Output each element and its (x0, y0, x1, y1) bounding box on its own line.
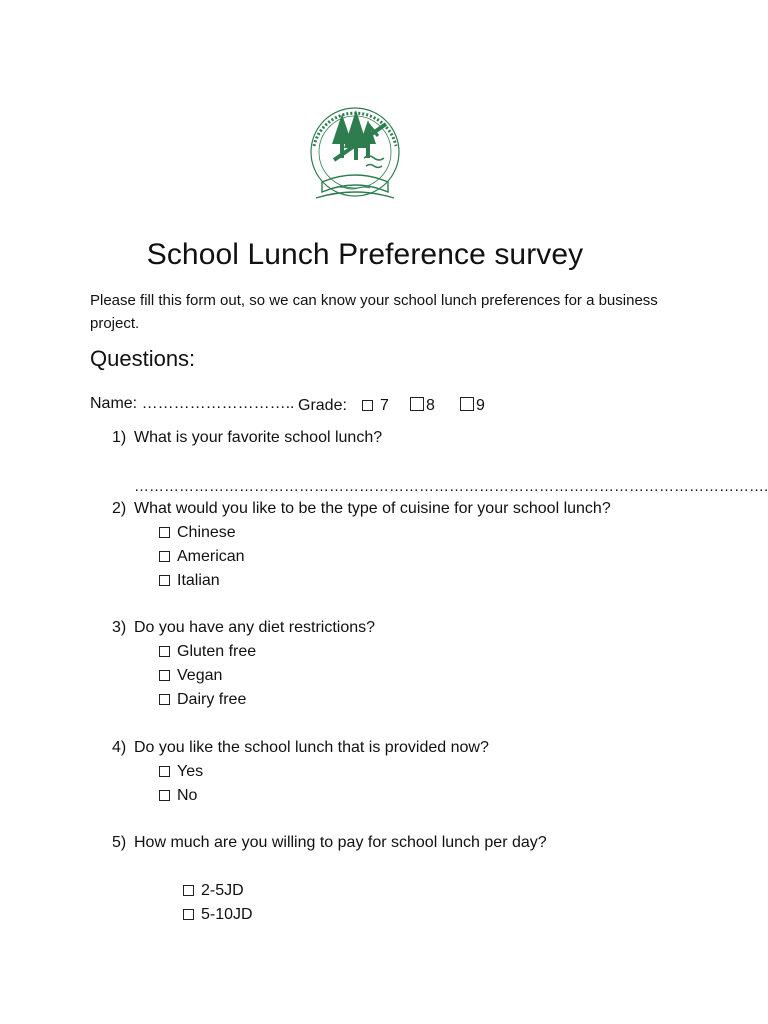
grade-label: Grade: (298, 397, 347, 414)
option-label: Dairy free (177, 691, 247, 708)
name-field[interactable] (90, 395, 294, 413)
question-1 (112, 429, 382, 447)
option-gluten-free[interactable] (159, 643, 256, 661)
option-label: Vegan (177, 667, 223, 684)
grade-label-9: 9 (476, 397, 485, 414)
checkbox-icon[interactable] (159, 646, 170, 657)
checkbox-icon[interactable] (183, 885, 194, 896)
option-dairy-free[interactable] (159, 691, 246, 709)
checkbox-icon[interactable] (159, 790, 170, 801)
option-label: Italian (177, 572, 220, 589)
question-text: What would you like to be the type of cuisine for your school lunch? (134, 500, 611, 517)
checkbox-icon[interactable] (460, 397, 474, 411)
grade-option-7[interactable] (362, 397, 389, 415)
option-chinese[interactable] (159, 524, 236, 542)
question-number: 3) (112, 619, 127, 636)
question-text: How much are you willing to pay for school lunch per day? (134, 834, 547, 851)
grade-label-7: 7 (380, 397, 389, 414)
checkbox-icon[interactable] (362, 400, 373, 411)
grade-label-8: 8 (426, 397, 435, 414)
option-label: 2-5JD (201, 882, 244, 899)
question-text: Do you like the school lunch that is provided now? (134, 739, 489, 756)
grade-option-8[interactable] (410, 397, 435, 415)
question-number: 4) (112, 739, 127, 756)
intro-text: Please fill this form out, so we can know your school lunch preferences for a business project. (90, 292, 658, 332)
school-logo (304, 100, 406, 212)
option-label: 5-10JD (201, 906, 253, 923)
question-2 (112, 500, 611, 518)
checkbox-icon[interactable] (159, 551, 170, 562)
option-italian[interactable] (159, 572, 220, 590)
checkbox-icon[interactable] (159, 694, 170, 705)
option-label: No (177, 787, 198, 804)
option-yes[interactable] (159, 763, 203, 781)
question-number: 2) (112, 500, 127, 517)
page-title: School Lunch Preference survey (146, 238, 584, 271)
checkbox-icon[interactable] (410, 397, 424, 411)
option-label: Yes (177, 763, 204, 780)
option-vegan[interactable] (159, 667, 222, 685)
question-5 (112, 834, 547, 852)
name-label: Name: ……………………….. (90, 395, 295, 412)
option-label: Chinese (177, 524, 236, 541)
question-number: 5) (112, 834, 127, 851)
option-label: American (177, 548, 245, 565)
option-american[interactable] (159, 548, 245, 566)
question-4 (112, 739, 489, 757)
checkbox-icon[interactable] (183, 909, 194, 920)
grade-option-9[interactable] (460, 397, 485, 415)
option-5-10jd[interactable] (183, 906, 253, 924)
question-number: 1) (112, 429, 127, 446)
question-text: What is your favorite school lunch? (134, 429, 383, 446)
checkbox-icon[interactable] (159, 527, 170, 538)
question-text: Do you have any diet restrictions? (134, 619, 376, 636)
checkbox-icon[interactable] (159, 670, 170, 681)
option-no[interactable] (159, 787, 197, 805)
checkbox-icon[interactable] (159, 766, 170, 777)
questions-heading: Questions: (90, 346, 196, 371)
question-3 (112, 619, 375, 637)
checkbox-icon[interactable] (159, 575, 170, 586)
option-2-5jd[interactable] (183, 882, 244, 900)
option-label: Gluten free (177, 643, 257, 660)
answer-line[interactable]: ………………………………………………………………………………………………………………. (134, 478, 768, 495)
